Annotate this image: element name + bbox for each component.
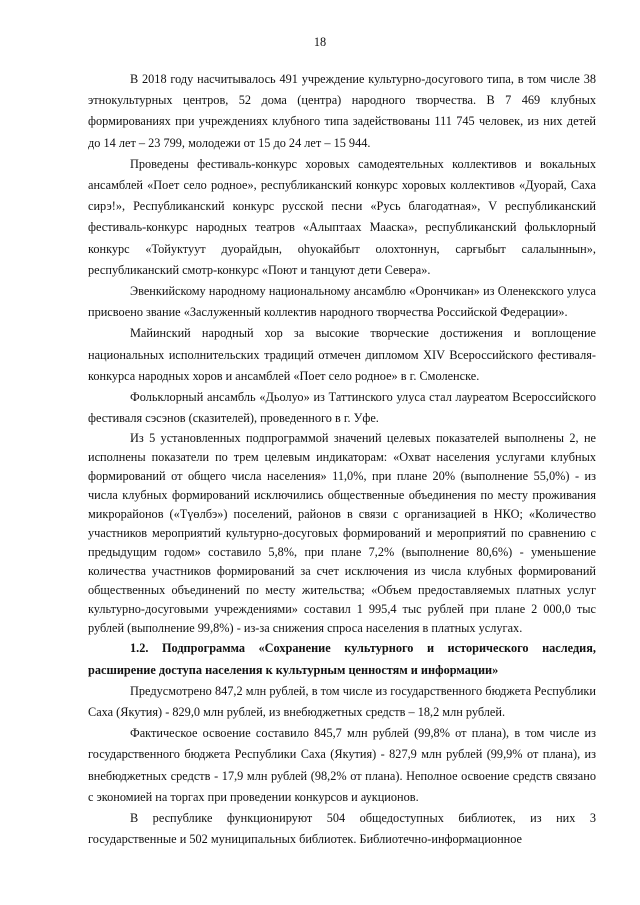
paragraph-folklore-ensemble: Фольклорный ансамбль «Дьолуо» из Таттинского улуса стал лауреатом Всероссийского фестиваля сэсэнов (сказителей), проведенного в г. Уфе. — [88, 390, 596, 426]
paragraph-cultural-institutions: В 2018 году насчитывалось 491 учреждение культурно-досугового типа, в том числе 38 этнокультурных центров, 52 дома (центра) народного творчества. В 7 469 клубных формированиях при учреждениях клубного типа задействованы 111 745 человек, из них детей до 14 лет – 23 799, молодежи от 15 до 24 лет – 15 944. — [88, 72, 596, 150]
page-number: 18 — [313, 35, 327, 49]
paragraph-evenki-ensemble: Эвенкийскому народному национальному ансамблю «Орончикан» из Оленекского улуса присвоено звание «Заслуженный коллектив народного творчества Российской Федерации». — [88, 284, 596, 320]
document-body — [88, 69, 596, 850]
paragraph-planned-funding: Предусмотрено 847,2 млн рублей, в том числе из государственного бюджета Республики Саха (Якутия) - 829,0 млн рублей, из внебюджетных средств – 18,2 млн рублей. — [88, 683, 596, 720]
paragraph-actual-spending: Фактическое освоение составило 845,7 млн рублей (99,8% от плана), в том числе из государственного бюджета Республики Саха (Якутия) - 827,9 млн рублей (99,9% от плана), из внебюджетных средств - 17,9 млн рублей (98,2% от плана). Неполное освоение средств связано с экономией на торгах при проведении конкурсов и аукционов. — [88, 726, 596, 804]
paragraph-libraries: В республике функционируют 504 общедоступных библиотек, из них 3 государственные и 502 муниципальных библиотек. Библиотечно-информационное — [88, 811, 596, 847]
paragraph-target-indicators: Из 5 установленных подпрограммой значений целевых показателей выполнены 2, не исполнены показатели по трем целевым индикаторам: «Охват населения услугами клубных формирований от общего числа населения» 11,0%, при плане 20% (выполнение 55,0%) - из числа клубных формирований исключились общественные объединения по месту проживания микрорайонов («Түөлбэ») поселений, районов в связи с организацией в НКО; «Количество участников мероприятий культурно-досуговых формирований и мероприятий по сравнению с предыдущим годом» составило 5,8%, при плане 7,2% (выполнение 80,6%) - уменьшение количества участников формирований за счет исключения из числа клубных формирований общественных объединений по месту жительства; «Объем предоставляемых платных услуг культурно-досуговыми учреждениями» составил 1 995,4 тыс рублей при плане 2 000,0 тыс рублей (выполнение 99,8%) - из-за снижения спроса населения в платных услугах. — [88, 431, 596, 636]
section-heading-subprogram-1-2: 1.2. Подпрограмма «Сохранение культурного и исторического наследия, расширение доступа населения к культурным ценностям и информации» — [88, 641, 596, 677]
paragraph-mayinsky-choir: Майинский народный хор за высокие творческие достижения и воплощение национальных исполнительских традиций отмечен дипломом XIV Всероссийского фестиваля-конкурса народных хоров и ансамблей «Поет село родное» в г. Смоленске. — [88, 326, 596, 383]
paragraph-festivals: Проведены фестиваль-конкурс хоровых самодеятельных коллективов и вокальных ансамблей «Поет село родное», республиканский конкурс хоровых коллективов «Дуорай, Саха сирэ!», Республиканский конкурс русской песни «Русь благодатная», V республиканский фестиваль-конкурс народных театров «Алыптаах Мааска», республиканский фольклорный конкурс «Тойуктуут дуорайдын, оһуокайбыт олохтоннун, сарғыбыт салалыннын», республиканский смотр-конкурс «Поют и танцуют дети Севера». — [88, 156, 596, 277]
